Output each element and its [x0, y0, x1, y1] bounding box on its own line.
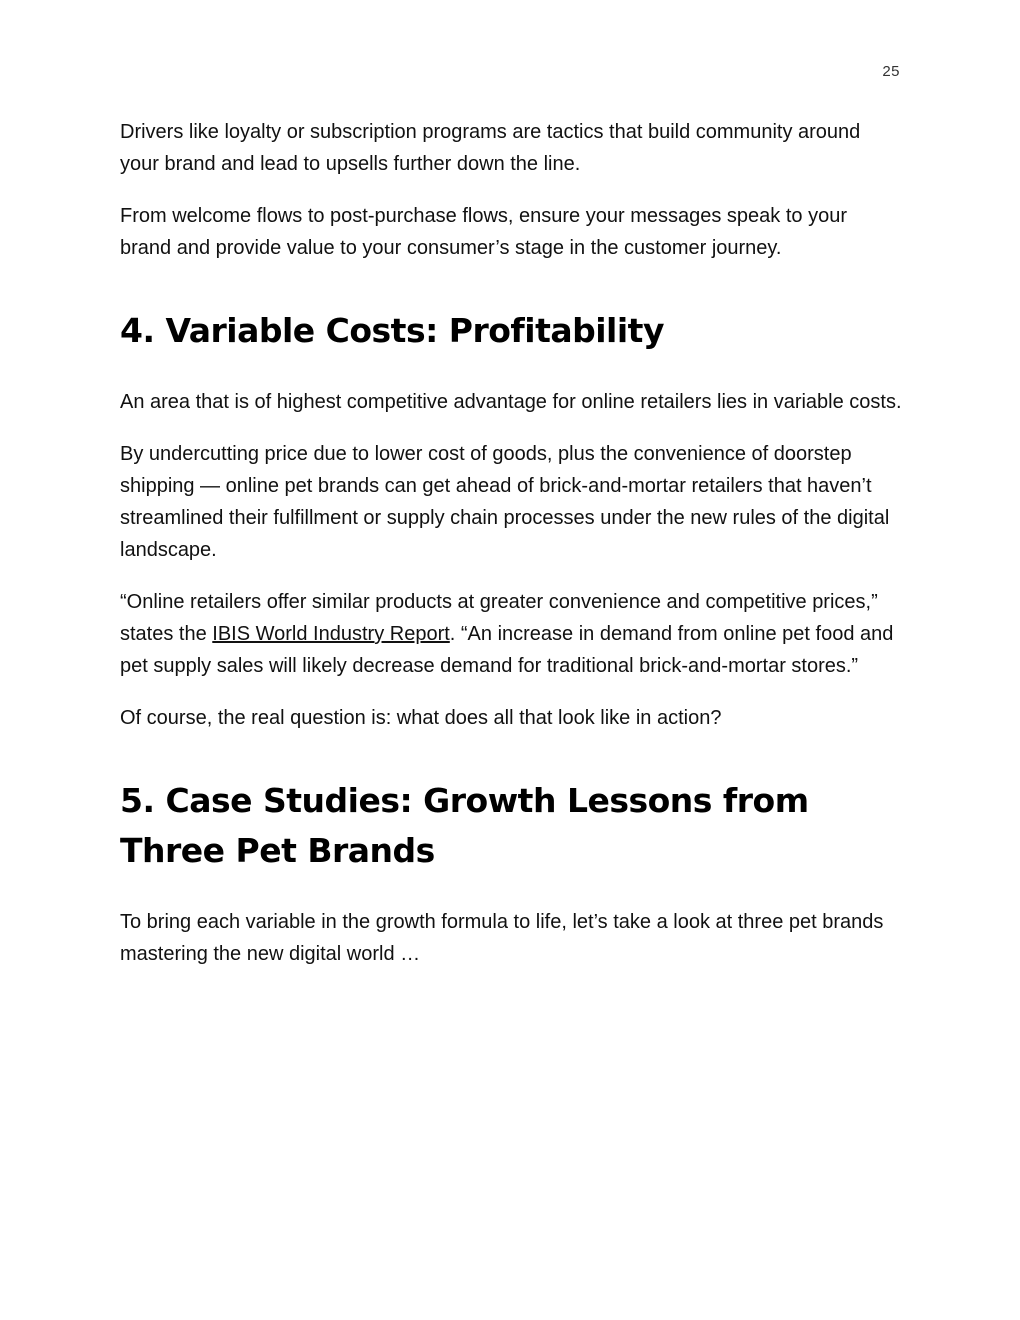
- page-number: 25: [882, 63, 900, 80]
- page-content: [120, 116, 902, 990]
- paragraph-real-question: Of course, the real question is: what does all that look like in action?: [120, 707, 722, 729]
- quote-text-before: “Online retailers offer similar products at greater convenience and competitive prices,” states the: [120, 591, 878, 645]
- paragraph-ibis-quote: [120, 586, 902, 682]
- paragraph-message-flows: From welcome flows to post-purchase flows, ensure your messages speak to your brand and provide value to your consumer’s stage in the customer journey.: [120, 205, 847, 259]
- quote-text-after: . “An increase in demand from online pet food and pet supply sales will likely decrease demand for traditional brick-and-mortar stores.”: [120, 623, 894, 677]
- section-heading-variable-costs: 4. Variable Costs: Profitability: [120, 311, 664, 350]
- section-heading-case-studies: 5. Case Studies: Growth Lessons from Three Pet Brands: [120, 781, 809, 870]
- paragraph-competitive-advantage: An area that is of highest competitive advantage for online retailers lies in variable costs.: [120, 391, 902, 413]
- ibis-world-report-link[interactable]: IBIS World Industry Report: [212, 623, 450, 645]
- paragraph-loyalty-programs: Drivers like loyalty or subscription programs are tactics that build community around your brand and lead to upsells further down the line.: [120, 121, 861, 175]
- paragraph-undercutting-price: By undercutting price due to lower cost of goods, plus the convenience of doorstep shipping — online pet brands can get ahead of brick-and-mortar retailers that haven’t streamlined their fulfillment or supply chain processes under the new rules of the digital landscape.: [120, 443, 890, 561]
- paragraph-case-studies-intro: To bring each variable in the growth formula to life, let’s take a look at three pet brands mastering the new digital world …: [120, 911, 884, 965]
